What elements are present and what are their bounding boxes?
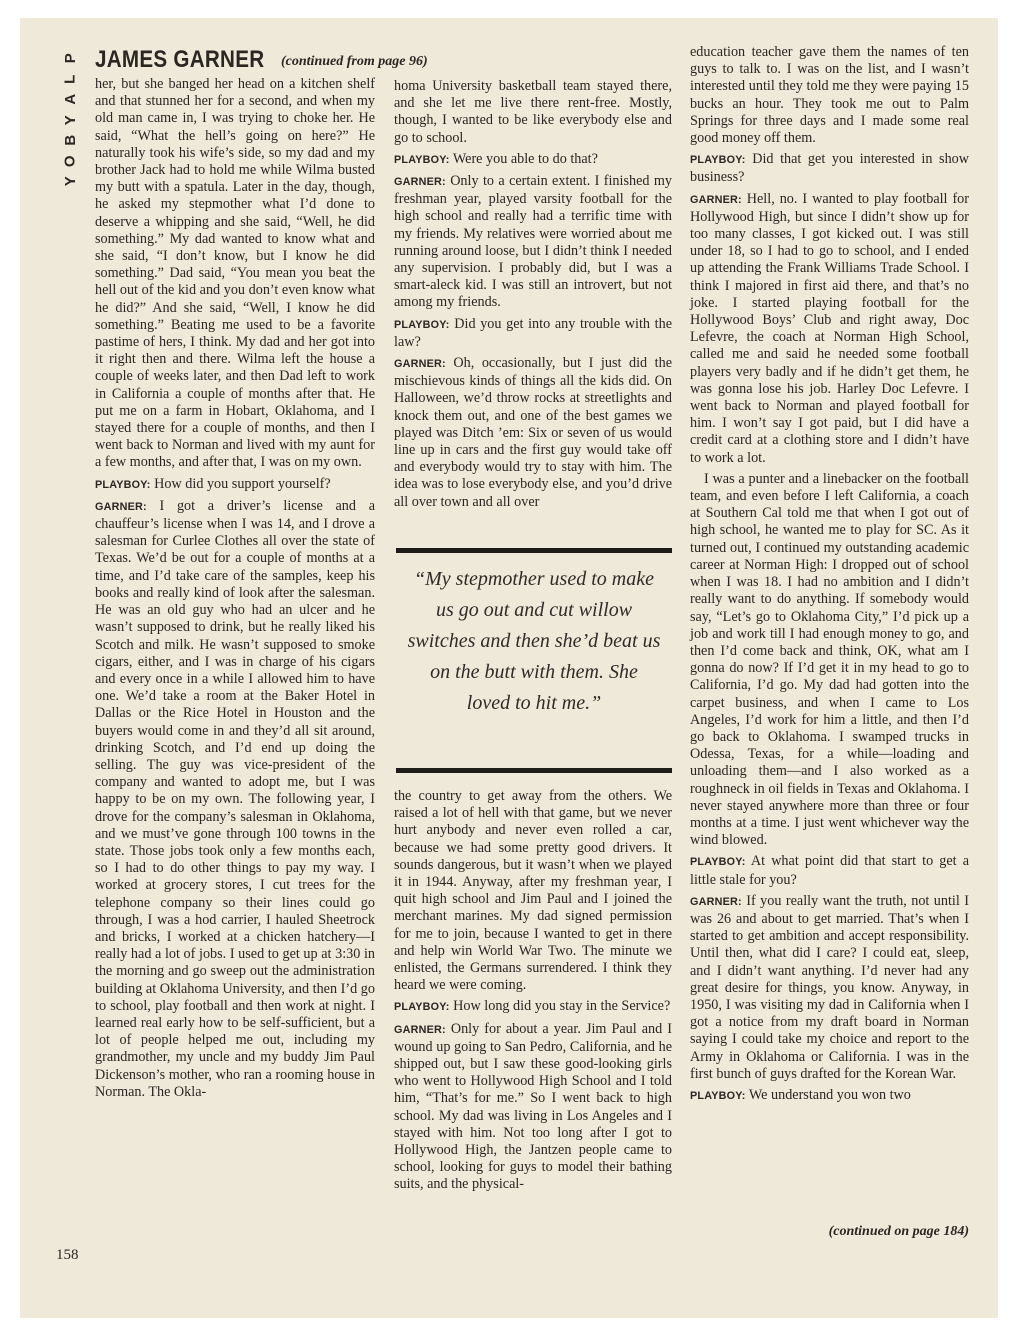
speaker-garner: GARNER: xyxy=(394,1023,446,1036)
answer-text: If you really want the truth, not until I was 26 and about to get married. That’s when I started to get ambition and accept responsibility. Until then, what did I care? I could eat, sleep, and I didn’t want anything. I’d never had any great desire for things, you know. Anyway, in 1950, I was visiting my dad in California when I got a notice from my draft board in Norman saying I could take my choice and report to the Army in Oklahoma or California. I was in the first bunch of guys drafted for the Korean War. xyxy=(690,892,969,1082)
speaker-garner: GARNER: xyxy=(690,193,742,206)
answer xyxy=(394,1021,672,1194)
speaker-garner: GARNER: xyxy=(394,176,446,189)
answer-text: Only for about a year. Jim Paul and I wound up going to San Pedro, California, and he shipped out, but I saw these good-looking girls who went to Hollywood High School and I told him, “That’s for me.” So I went back to high school. My dad was living in Los Angeles and I stayed with him. Not too long after I got to Hollywood High, the Jantzen people came to school, looking for guys to model their bathing suits, and the physical- xyxy=(394,1020,673,1193)
spine-letter: B xyxy=(61,134,79,146)
question xyxy=(690,1087,969,1105)
question xyxy=(690,151,969,186)
speaker-playboy: PLAYBOY: xyxy=(690,154,746,167)
question xyxy=(394,151,672,169)
answer xyxy=(394,173,672,312)
speaker-playboy: PLAYBOY: xyxy=(690,1089,746,1102)
question-text: How did you support yourself? xyxy=(154,475,331,492)
spine-letter: O xyxy=(61,154,79,167)
magazine-page xyxy=(20,18,998,1318)
page-number: 158 xyxy=(56,1247,79,1263)
speaker-garner: GARNER: xyxy=(95,500,147,513)
speaker-playboy: PLAYBOY: xyxy=(95,478,151,491)
question xyxy=(95,476,375,494)
spine-letter: Y xyxy=(61,114,79,125)
continued-on-note: (continued on page 184) xyxy=(828,1224,969,1239)
answer-text: I got a driver’s license and a chauffeur’s license when I was 14, and I drove a salesman for Curlee Clothes all over the state of Texas. We’d be out for a couple of months at a time, and I’d take care of the samples, keep his books and really kind of look after the salesman. He was an old guy who had an ulcer and he wasn’t supposed to drink, but he really liked his Scotch and milk. He wasn’t supposed to smoke cigars, either, and I was in charge of his cigars and every once in a while I allowed him to have one. We’d take a room at the Baker Hotel in Dallas or the Rice Hotel in Houston and the buyers would come in and they’d all sit around, drinking Scotch, and I’d end up doing the selling. The guy was vice-president of the company and wanted to adopt me, but I was happy to be on my own. The following year, I drove for the company’s salesman in Oklahoma, and we must’ve gone through 100 towns in the state. Those jobs took only a few months each, so I had to do other things to pay my way. I worked at grocery stores, I cut trees for the telephone company so their lines could go through, I was a hod carrier, I hauled Sheetrock and bricks, I worked at a chicken hatchery—I really had a lot of jobs. I used to get up at 3:30 in the morning and go sweep out the administration building at Oklahoma University, and then I’d go to school, play football and then work at night. I learned real early how to be self-sufficient, but a lot of people helped me out, including my grandmother, my uncle and my buddy Jim Paul Dickenson’s mother, who ran a rooming house in Norman. The Okla- xyxy=(95,497,376,1100)
column-2 xyxy=(394,78,672,511)
question-text: We understand you won two xyxy=(748,1086,911,1103)
question xyxy=(394,316,672,351)
answer-text: Only to a certain extent. I finished my freshman year, played varsity football for the high school and really had a terrific time with my friends. My relatives were worried about me running around loose, but I didn’t think I needed any supervision. I probably did, but I was a smart-aleck kid. I was still an introvert, but not among my friends. xyxy=(394,173,672,311)
spine-letter: P xyxy=(61,53,79,64)
speaker-playboy: PLAYBOY: xyxy=(690,856,746,869)
speaker-playboy: PLAYBOY: xyxy=(394,318,450,331)
answer-text: Hell, no. I wanted to play football for Hollywood High, but since I didn’t show up for too many classes, I got kicked out. I was still under 18, so I had to go to school, and I ended up attending the Frank Williams Trade School. I think I majored in first aid there, and that’s no joke. I started playing football for the Hollywood Boys’ Club and right away, Doc Lefevre, the coach at Norman High School, called me and said he needed some football players very badly and if he didn’t get them, he was gonna lose his job. Harley Doc Lefevre. I went back to Norman and played football for him. I won’t say I got paid, but I did have a credit card at a clothing store and I didn’t have to work a lot. xyxy=(690,190,969,466)
article-header xyxy=(95,46,428,74)
paragraph: her, but she banged her head on a kitchen shelf and that stunned her for a second, and when my old man came in, I was trying to choke her. He said, “What the hell’s going on here?” He naturally took his wife’s side, so my dad and my brother Jack had to hold me while Wilma busted my butt with a spatula. Later in the day, though, he asked my stepmother what I’d done to deserve a whipping and she said, “Well, he did something.” My dad wanted to know what and she said, “I don’t know, but I know he did something.” Dad said, “You mean you beat the hell out of the kid and you don’t even know what he did?” And she said, “Well, I know he did something.” Beating me used to be a favorite pastime of hers, I think. My dad and her got into it right then and there. Wilma left the house a couple of weeks later, and then Dad left to work in California a couple of months after that. He put me on a farm in Hobart, Oklahoma, and I stayed there for a couple of months, and then I went back to Norman and lived with my aunt for a few months, and after that, I was on my own. xyxy=(95,76,375,471)
question xyxy=(394,998,672,1016)
question-text: Did that get you interested in show business? xyxy=(690,151,970,186)
answer xyxy=(690,893,969,1083)
speaker-playboy: PLAYBOY: xyxy=(394,1001,450,1014)
playboy-spine-label xyxy=(58,48,84,238)
pull-quote-rule-top xyxy=(396,548,672,553)
column-1 xyxy=(95,76,375,1101)
continued-from-note: (continued from page 96) xyxy=(281,54,428,69)
spine-letter: L xyxy=(61,74,79,84)
paragraph: the country to get away from the others. We raised a lot of hell with that game, but we never hurt anybody and never even rolled a car, because we had some pretty good drivers. It sounds dangerous, but it wasn’t when we played it in 1944. Anyway, after my freshman year, I quit high school and Jim Paul and I joined the merchant marines. My dad signed permission for me to join, because I wanted to get in there and help win World War Two. The minute we enlisted, the Germans surrendered. I think they heard we were coming. xyxy=(394,788,672,994)
answer xyxy=(394,355,672,511)
speaker-playboy: PLAYBOY: xyxy=(394,153,450,166)
speaker-garner: GARNER: xyxy=(394,358,446,371)
question-text: Did you get into any trouble with the law? xyxy=(394,315,672,350)
answer-text: Oh, occasionally, but I just did the mischievous kinds of things all the kids did. On Halloween, we’d throw rocks at streetlights and knock them out, and one of the best games we played was Ditch ’em: Six or seven of us would line up in cars and the first guy would take off and everybody would try to stay with him. The idea was to lose everybody else, and you’d drive all over town and all over xyxy=(394,355,672,510)
spine-letter: A xyxy=(61,93,79,105)
pull-quote xyxy=(396,548,672,774)
answer xyxy=(690,191,969,467)
question-text: At what point did that start to get a little stale for you? xyxy=(690,853,970,888)
column-3 xyxy=(690,44,969,1105)
pull-quote-rule-bottom xyxy=(396,768,672,773)
question-text: Were you able to do that? xyxy=(452,150,598,167)
question-text: How long did you stay in the Service? xyxy=(453,998,671,1015)
pull-quote-text: “My stepmother used to make us go out and cut willow switches and then she’d beat us on the butt with them. She loved to hit me.” xyxy=(407,568,661,714)
column-2-continued xyxy=(394,788,672,1194)
speaker-garner: GARNER: xyxy=(690,895,742,908)
answer xyxy=(95,498,375,1101)
spine-letter: Y xyxy=(61,176,79,187)
question xyxy=(690,853,969,888)
paragraph: education teacher gave them the names of ten guys to talk to. I was on the list, and I wasn’t interested until they told me they were paying 15 bucks an hour. They took me out to Palm Springs for three days and I made some real good money off them. xyxy=(690,44,969,147)
article-title: JAMES GARNER xyxy=(95,46,265,73)
paragraph: I was a punter and a linebacker on the football team, and even before I left California, a coach at Southern Cal told me that when I got out of high school, he wanted me to play for SC. As it turned out, I continued my outstanding academic career at Norman High: I dropped out of school when I was 18. I had no ambition and I didn’t really want to do anything. If somebody would say, “Let’s go to Oklahoma City,” I’d pick up a job and work till I had enough money to go, and then I’d come back and think, OK, what am I gonna do now? If I’d get it in my head to go to California, I’d go. My dad had gotten into the carpet business, and when I came to Los Angeles, I’d work for him a little, and then I’d go back to Oklahoma. I swamped trucks in Odessa, Texas, for a while—loading and unloading them—and I also worked as a roughneck in oil fields in Texas and Oklahoma. I never stayed anywhere more than three or four months at a time. I just went whichever way the wind blowed. xyxy=(690,470,969,849)
paragraph: homa University basketball team stayed there, and she let me live there rent-free. Mostly, though, I wanted to be like everybody else and go to school. xyxy=(394,78,672,146)
